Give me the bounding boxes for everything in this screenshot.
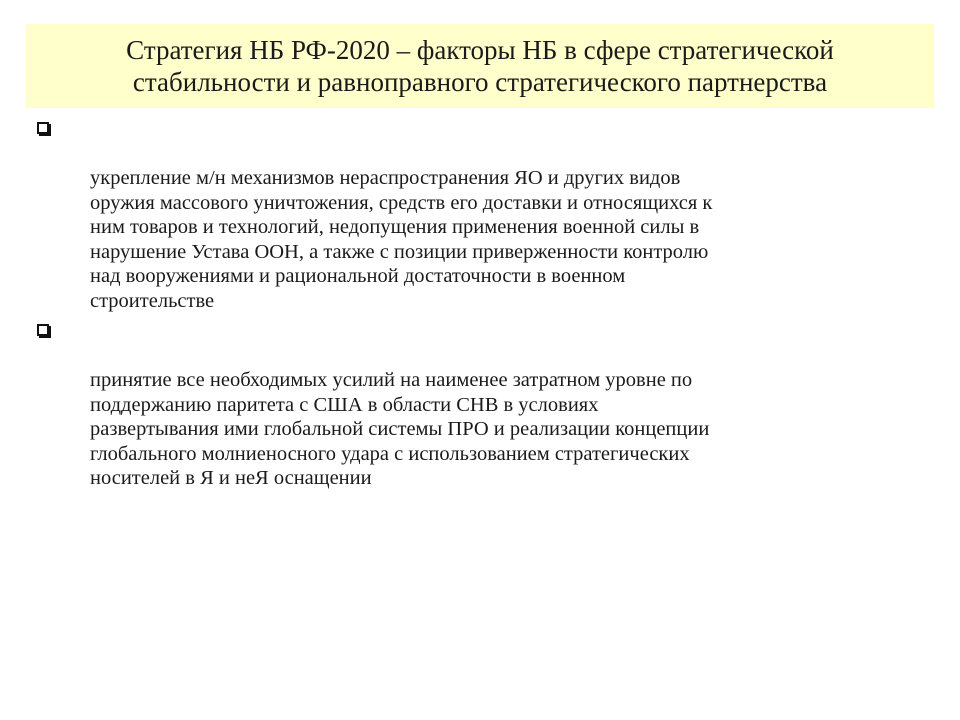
title-banner [26,24,934,108]
bullet-item [34,117,904,313]
bullet-list [34,117,904,497]
bullet-item [34,319,904,491]
bullet-text: укрепление м/н механизмов нераспространения ЯО и других видов оружия массового уничтожения, средств его доставки и относящихся к ним товаров и технологий, недопущения применения военной силы в нарушение Устава ООН, а также с позиции приверженности контролю над вооружениями и рациональной достаточности в военном строительстве [90,167,713,312]
bullet-text: принятие все необходимых усилий на наименее затратном уровне по поддержанию паритета с США в области СНВ в условиях развертывания ими глобальной системы ПРО и реализации концепции глобального молниеносного удара с использованием стратегических носителей в Я и неЯ оснащении [90,369,710,489]
checkbox-icon [37,122,49,134]
slide-title: Стратегия НБ РФ-2020 – факторы НБ в сфере стратегической стабильности и равноправного стратегического партнерства [126,35,834,97]
checkbox-icon [37,324,49,336]
